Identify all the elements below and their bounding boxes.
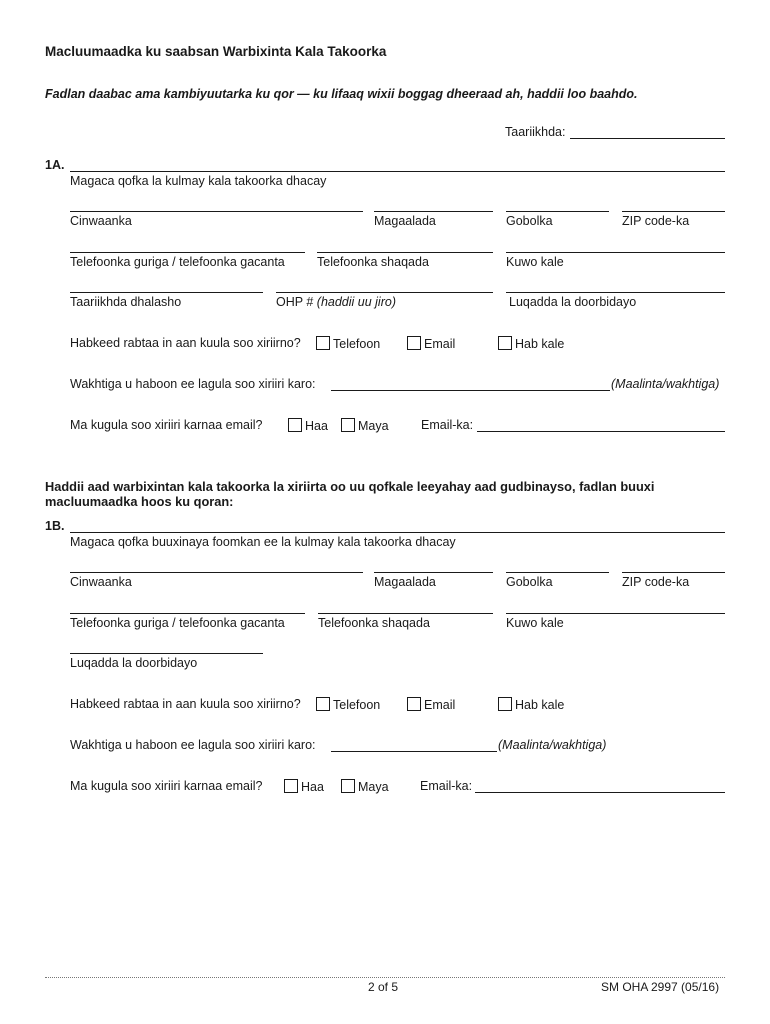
phone-checkbox-1b[interactable]	[316, 697, 330, 711]
section-1a-number: 1A.	[45, 158, 65, 172]
work-phone-field-1a[interactable]	[317, 252, 493, 253]
address-field-1a[interactable]	[70, 211, 363, 212]
instructions: Fadlan daabac ama kambiyuutarka ku qor — ku lifaaq wixii boggag dheeraad ah, haddii loo baahdo.	[45, 87, 638, 101]
state-label-1a: Gobolka	[506, 214, 553, 228]
language-field-1b[interactable]	[70, 653, 263, 654]
email-ok-label-1a: Ma kugula soo xiriiri karnaa email?	[70, 418, 263, 432]
other-label-1a: Kuwo kale	[506, 255, 564, 269]
name-label-1b: Magaca qofka buuxinaya foomkan ee la kulmay kala takoorka dhacay	[70, 535, 456, 549]
language-label-1a: Luqadda la doorbidayo	[509, 295, 637, 309]
time-label-1b: Wakhtiga u haboon ee lagula soo xiriiri karo:	[70, 738, 316, 752]
other-field-1a[interactable]	[506, 252, 725, 253]
yes-option-1b[interactable]	[284, 779, 324, 794]
email-checkbox-1a[interactable]	[407, 336, 421, 350]
section-1b-number: 1B.	[45, 519, 65, 533]
other-field-1b[interactable]	[506, 613, 725, 614]
home-phone-label-1a: Telefoonka guriga / telefoonka gacanta	[70, 255, 285, 269]
contact-option-phone-1a[interactable]	[316, 336, 380, 351]
phone-option-label-1b: Telefoon	[333, 698, 381, 712]
address-label-1b: Cinwaanka	[70, 575, 132, 589]
zip-field-1b[interactable]	[622, 572, 725, 573]
home-phone-field-1b[interactable]	[70, 613, 305, 614]
dob-field-1a[interactable]	[70, 292, 263, 293]
no-label-1a: Maya	[358, 419, 389, 433]
other-option-label-1b: Hab kale	[515, 698, 565, 712]
ohp-field-1a[interactable]	[276, 292, 493, 293]
time-note-1a: (Maalinta/wakhtiga)	[611, 377, 720, 391]
name-field-1b[interactable]	[70, 532, 725, 533]
no-option-1a[interactable]	[341, 418, 389, 433]
other-label-1b: Kuwo kale	[506, 616, 564, 630]
email-field-1b[interactable]	[475, 792, 725, 793]
phone-option-label-1a: Telefoon	[333, 337, 381, 351]
no-checkbox-1b[interactable]	[341, 779, 355, 793]
page-number: 2 of 5	[368, 980, 399, 994]
contact-option-other-1b[interactable]	[498, 697, 564, 712]
time-label-1a: Wakhtiga u haboon ee lagula soo xiriiri karo:	[70, 377, 316, 391]
email-ok-label-1b: Ma kugula soo xiriiri karnaa email?	[70, 779, 263, 793]
other-option-label-1a: Hab kale	[515, 337, 565, 351]
contact-pref-label-1b: Habkeed rabtaa in aan kuula soo xiriirno?	[70, 697, 301, 711]
zip-label-1b: ZIP code-ka	[622, 575, 690, 589]
time-field-1a[interactable]	[331, 390, 610, 391]
work-phone-label-1a: Telefoonka shaqada	[317, 255, 429, 269]
language-field-1a[interactable]	[506, 292, 725, 293]
contact-pref-row-1a	[70, 336, 301, 350]
footer-divider	[45, 977, 725, 978]
yes-option-1a[interactable]	[288, 418, 328, 433]
email-checkbox-1b[interactable]	[407, 697, 421, 711]
contact-option-other-1a[interactable]	[498, 336, 564, 351]
yes-label-1b: Haa	[301, 780, 324, 794]
city-field-1a[interactable]	[374, 211, 493, 212]
name-field-1a[interactable]	[70, 171, 725, 172]
contact-pref-label-1a: Habkeed rabtaa in aan kuula soo xiriirno?	[70, 336, 301, 350]
language-label-1b: Luqadda la doorbidayo	[70, 656, 198, 670]
state-field-1b[interactable]	[506, 572, 609, 573]
page-title: Macluumaadka ku saabsan Warbixinta Kala Takoorka	[45, 44, 387, 59]
contact-option-phone-1b[interactable]	[316, 697, 380, 712]
email-option-label-1b: Email	[424, 698, 456, 712]
address-label-1a: Cinwaanka	[70, 214, 132, 228]
email-label-1a: Email-ka:	[421, 418, 474, 432]
form-id: SM OHA 2997 (05/16)	[601, 980, 720, 994]
section-1b-intro: Haddii aad warbixintan kala takoorka la xiriirta oo uu qofkale leeyahay aad gudbinayso, fadlan buuxi macluumaadka hoos ku qoran:	[45, 479, 655, 509]
contact-pref-row-1b	[70, 697, 301, 711]
date-label: Taariikhda:	[505, 125, 566, 139]
ohp-note-1a: (haddii uu jiro)	[316, 295, 396, 309]
contact-option-email-1a[interactable]	[407, 336, 455, 351]
no-option-1b[interactable]	[341, 779, 389, 794]
home-phone-label-1b: Telefoonka guriga / telefoonka gacanta	[70, 616, 285, 630]
email-label-1b: Email-ka:	[420, 779, 473, 793]
dob-label-1a: Taariikhda dhalasho	[70, 295, 182, 309]
yes-label-1a: Haa	[305, 419, 328, 433]
no-label-1b: Maya	[358, 780, 389, 794]
city-label-1a: Magaalada	[374, 214, 436, 228]
ohp-label-1a	[276, 295, 396, 309]
time-note-1b: (Maalinta/wakhtiga)	[498, 738, 607, 752]
date-field[interactable]	[570, 138, 725, 139]
time-field-1b[interactable]	[331, 751, 497, 752]
address-field-1b[interactable]	[70, 572, 363, 573]
home-phone-field-1a[interactable]	[70, 252, 305, 253]
yes-checkbox-1a[interactable]	[288, 418, 302, 432]
yes-checkbox-1b[interactable]	[284, 779, 298, 793]
contact-option-email-1b[interactable]	[407, 697, 455, 712]
zip-field-1a[interactable]	[622, 211, 725, 212]
other-checkbox-1a[interactable]	[498, 336, 512, 350]
state-field-1a[interactable]	[506, 211, 609, 212]
city-field-1b[interactable]	[374, 572, 493, 573]
other-checkbox-1b[interactable]	[498, 697, 512, 711]
zip-label-1a: ZIP code-ka	[622, 214, 690, 228]
ohp-prefix-1a: OHP #	[276, 295, 314, 309]
no-checkbox-1a[interactable]	[341, 418, 355, 432]
state-label-1b: Gobolka	[506, 575, 553, 589]
work-phone-label-1b: Telefoonka shaqada	[318, 616, 430, 630]
email-field-1a[interactable]	[477, 431, 725, 432]
phone-checkbox-1a[interactable]	[316, 336, 330, 350]
work-phone-field-1b[interactable]	[318, 613, 493, 614]
city-label-1b: Magaalada	[374, 575, 436, 589]
email-option-label-1a: Email	[424, 337, 456, 351]
name-label-1a: Magaca qofka la kulmay kala takoorka dhacay	[70, 174, 327, 188]
